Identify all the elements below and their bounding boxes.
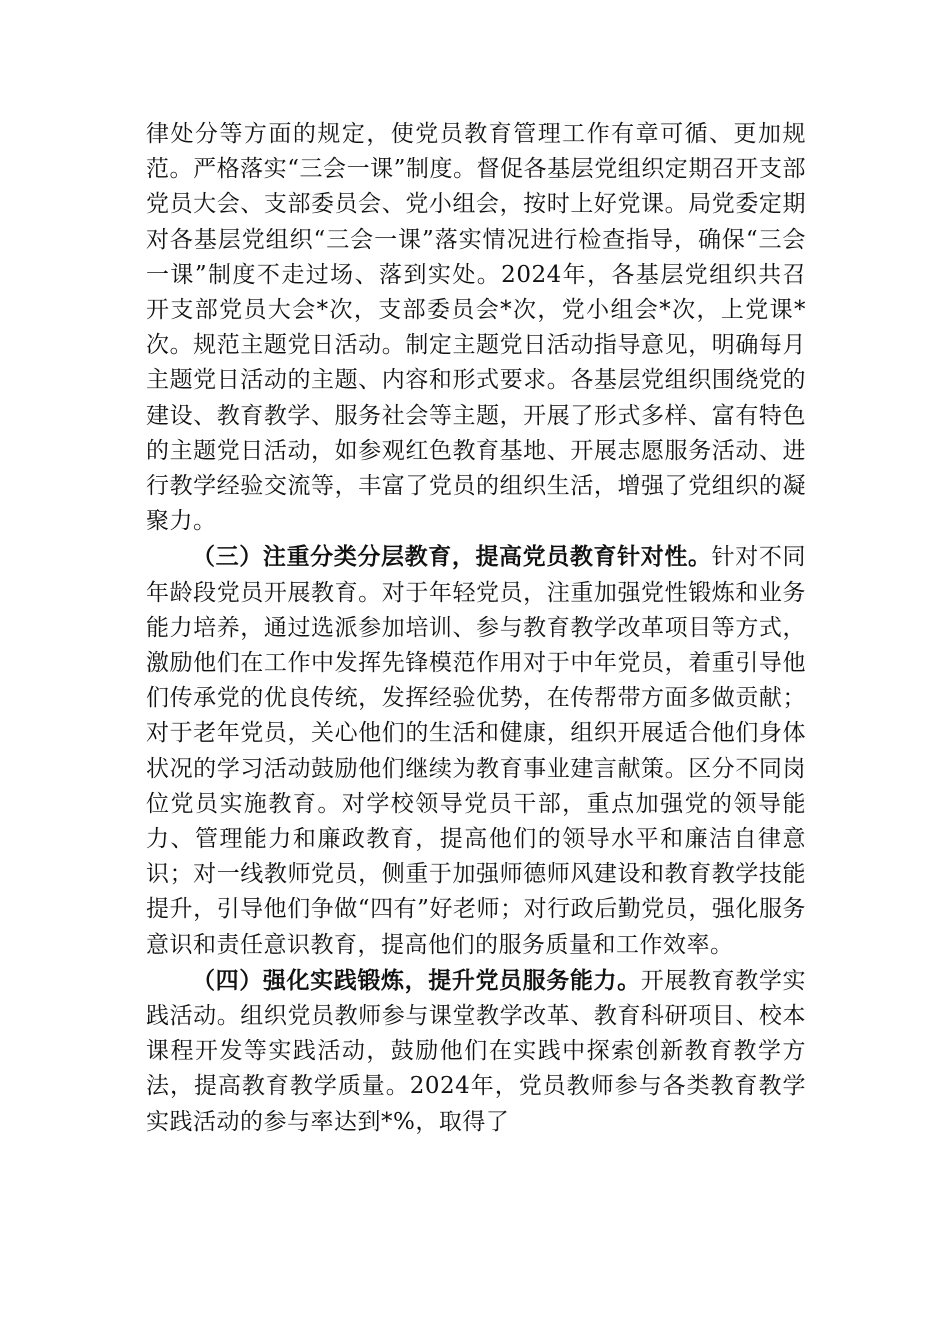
section-heading-four: （四）强化实践锻炼，提升党员服务能力。	[192, 966, 641, 994]
paragraph-continuation	[146, 116, 806, 539]
paragraph-text: 针对不同年龄段党员开展教育。对于年轻党员，注重加强党性锻炼和业务能力培养，通过选派参加培训、参与教育教学改革项目等方式，激励他们在工作中发挥先锋模范作用对于中年党员，着重引导他们传承党的优良传统，发挥经验优势，在传帮带方面多做贡献；对于老年党员，关心他们的生活和健康，组织开展适合他们身体状况的学习活动鼓励他们继续为教育事业建言献策。区分不同岗位党员实施教育。对学校领导党员干部，重点加强党的领导能力、管理能力和廉政教育，提高他们的领导水平和廉洁自律意识；对一线教师党员，侧重于加强师德师风建设和教育教学技能提升，引导他们争做“四有”好老师；对行政后勤党员，强化服务意识和责任意识教育，提高他们的服务质量和工作效率。	[146, 544, 807, 958]
paragraph-text: 开展教育教学实践活动。组织党员教师参与课堂教学改革、教育科研项目、校本课程开发等实践活动，鼓励他们在实践中探索创新教育教学方法，提高教育教学质量。2024年，党员教师参与各类教育教学实践活动的参与率达到*%，取得了	[146, 967, 807, 1135]
section-heading-three: （三）注重分类分层教育，提高党员教育针对性。	[192, 543, 712, 571]
paragraph-text: 律处分等方面的规定，使党员教育管理工作有章可循、更加规范。严格落实“三会一课”制度。督促各基层党组织定期召开支部党员大会、支部委员会、党小组会，按时上好党课。局党委定期对各基层党组织“三会一课”落实情况进行检查指导，确保“三会一课”制度不走过场、落到实处。2024年，各基层党组织共召开支部党员大会*次，支部委员会*次，党小组会*次，上党课*次。规范主题党日活动。制定主题党日活动指导意见，明确每月主题党日活动的主题、内容和形式要求。各基层党组织围绕党的建设、教育教学、服务社会等主题，开展了形式多样、富有特色的主题党日活动，如参观红色教育基地、开展志愿服务活动、进行教学经验交流等，丰富了党员的组织生活，增强了党组织的凝聚力。	[146, 121, 806, 535]
document-page	[146, 116, 806, 1140]
paragraph-section-four	[146, 963, 806, 1140]
paragraph-section-three	[146, 539, 806, 962]
